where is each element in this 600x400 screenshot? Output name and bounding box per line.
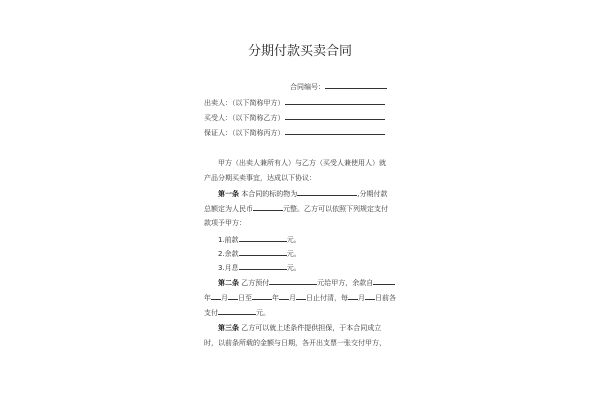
article-2-line-3: [204, 306, 270, 319]
item-2-label: 2.余款: [218, 250, 239, 258]
article-2-text-b: 元给甲方，余款自: [317, 279, 374, 287]
item-2-unit: 元。: [286, 250, 301, 258]
end-day-blank: [296, 291, 306, 300]
contract-number-label: 合同编号：: [290, 83, 325, 91]
item-2-blank: [239, 247, 287, 256]
installment-amount-blank: [218, 306, 256, 315]
article-3-line-1: [218, 322, 381, 334]
guarantor-label: 保证人：（以下简称丙方）: [204, 129, 285, 137]
intro-line-2: 产品分期买卖事宜，达成以下协议：: [204, 174, 316, 182]
month-text-3: 月: [358, 294, 365, 302]
article-1-line-1: [218, 187, 387, 200]
item-3-row: [218, 261, 301, 274]
day-to-text: 日至: [238, 294, 252, 302]
year-text: 年: [204, 294, 211, 302]
article-1-text-a: 本合同的标的物为: [241, 190, 298, 198]
end-month-blank: [279, 291, 289, 300]
buyer-label: 买受人：（以下简称乙方）: [204, 114, 285, 122]
article-1-line-2b: 元整。乙方可以依照下列规定支付: [283, 205, 388, 213]
subject-matter-blank: [297, 187, 357, 196]
start-month-blank: [211, 291, 221, 300]
year-text-2: 年: [272, 294, 279, 302]
article-1-line-3: 款项予甲方：: [204, 219, 246, 227]
each-month-blank: [348, 291, 358, 300]
pay-unit: 元。: [256, 309, 270, 317]
total-amount-blank: [253, 202, 283, 211]
article-2-line-1: [218, 276, 395, 289]
item-3-label: 3.月息: [218, 264, 239, 272]
each-day-blank: [365, 291, 375, 300]
guarantor-row: [204, 126, 385, 139]
start-day-blank: [228, 291, 238, 300]
seller-label: 出卖人：（以下简称甲方）: [204, 99, 285, 107]
month-text: 月: [221, 294, 228, 302]
guarantor-blank: [285, 126, 385, 135]
item-2-row: [218, 247, 301, 260]
end-year-blank: [252, 291, 272, 300]
article-2-line-2: [204, 291, 396, 304]
buyer-row: [204, 111, 385, 124]
item-1-label: 1.前款: [218, 236, 239, 244]
article-3-text: 乙方可以就上述条件提供担保，于本合同成立: [241, 324, 382, 332]
buyer-blank: [285, 111, 385, 120]
intro-line-1: 甲方（出卖人兼所有人）与乙方（买受人兼使用人）就: [218, 159, 386, 167]
item-1-row: [218, 233, 301, 246]
end-text: 日止付清，每: [306, 294, 348, 302]
item-3-unit: 元。: [286, 264, 301, 272]
article-1-text-b: ,分期付款: [357, 190, 388, 198]
document-title: 分期付款买卖合同: [247, 44, 352, 59]
contract-number-row: [290, 80, 387, 93]
start-year-blank: [373, 276, 395, 285]
item-3-blank: [239, 261, 287, 270]
item-1-blank: [239, 233, 287, 242]
seller-blank: [285, 96, 385, 105]
article-1-line-2a: 总额定为人民币: [204, 205, 253, 213]
item-1-unit: 元。: [286, 236, 301, 244]
contract-number-blank: [325, 80, 387, 89]
article-3-heading: 第三条: [218, 324, 239, 332]
article-2-text-a: 乙方预付: [241, 279, 270, 287]
each-text: 日前各: [375, 294, 396, 302]
pay-text: 支付: [204, 309, 218, 317]
month-text-2: 月: [289, 294, 296, 302]
article-1-heading: 第一条: [218, 190, 239, 198]
article-1-line-2: [204, 202, 388, 215]
article-3-line-2: 时，以前条所载的金额与日期，各开出支票一张交付甲方，: [204, 339, 386, 347]
seller-row: [204, 96, 385, 109]
prepayment-blank: [269, 276, 317, 285]
article-2-heading: 第二条: [218, 279, 239, 287]
